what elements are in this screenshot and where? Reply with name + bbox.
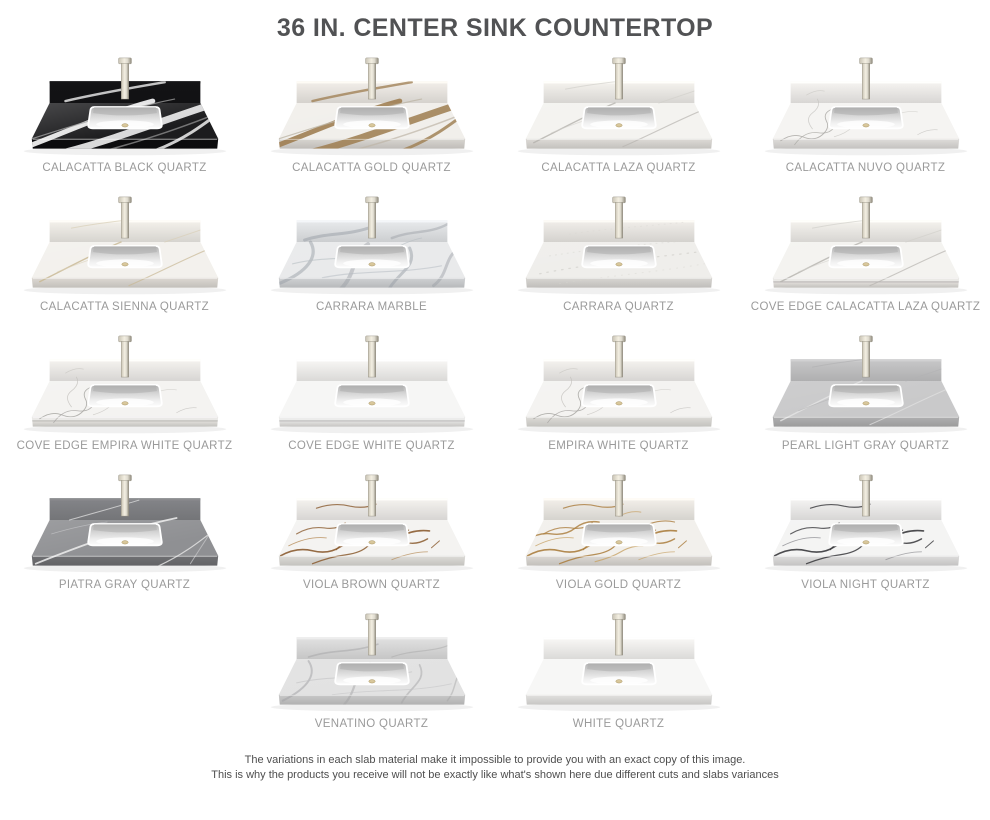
drain-icon (615, 680, 621, 683)
drain-icon (121, 263, 127, 266)
front-edge (772, 139, 958, 149)
countertop-option-venatino-quartz (248, 611, 495, 750)
countertop-label: VENATINO QUARTZ (314, 718, 429, 730)
sink-basin (582, 107, 656, 128)
sink-basin (829, 524, 903, 545)
countertop-graphic-viola-night-quartz (747, 472, 985, 576)
countertop-graphic-calacatta-laza-quartz (500, 55, 738, 159)
sink-back-wall (93, 524, 157, 532)
drain-icon (368, 541, 374, 544)
countertop-image (747, 333, 985, 437)
countertop-image (253, 194, 491, 298)
countertop-graphic-empira-white-quartz (500, 333, 738, 437)
countertop-option-viola-night-quartz (742, 472, 989, 611)
front-edge (525, 278, 711, 288)
countertop-graphic-calacatta-nuvo-quartz (747, 55, 985, 159)
countertop-image (500, 333, 738, 437)
sink-basin (335, 524, 409, 545)
drain-icon (615, 124, 621, 127)
countertop-label: CALACATTA NUVO QUARTZ (785, 162, 946, 174)
drain-icon (615, 541, 621, 544)
countertop-label: CARRARA MARBLE (316, 301, 427, 313)
countertop-label: VIOLA NIGHT QUARTZ (801, 579, 930, 591)
countertop-graphic-carrara-quartz (500, 194, 738, 298)
countertop-graphic-calacatta-black-quartz (6, 55, 244, 159)
countertop-image (253, 333, 491, 437)
cove-edge-groove (279, 420, 465, 421)
sink-basin (829, 385, 903, 406)
countertop-label: COVE EDGE WHITE QUARTZ (288, 440, 455, 452)
countertop-graphic-white-quartz (500, 611, 738, 715)
front-edge (772, 556, 958, 566)
countertop-label: COVE EDGE CALACATTA LAZA QUARTZ (750, 301, 981, 313)
countertop-option-calacatta-nuvo-quartz (742, 55, 989, 194)
countertop-option-calacatta-sienna-quartz (1, 194, 248, 333)
drain-icon (121, 541, 127, 544)
countertop-graphic-calacatta-sienna-quartz (6, 194, 244, 298)
countertop-label: VIOLA GOLD QUARTZ (555, 579, 682, 591)
countertop-option-viola-gold-quartz (495, 472, 742, 611)
front-edge (278, 695, 464, 705)
countertop-image (6, 333, 244, 437)
sink-back-wall (93, 107, 157, 115)
sink-back-wall (834, 385, 898, 393)
countertop-option-carrara-quartz (495, 194, 742, 333)
drain-icon (368, 124, 374, 127)
sink-back-wall (93, 246, 157, 254)
drain-icon (862, 263, 868, 266)
countertop-graphic-cove-edge-empira-white-quartz (6, 333, 244, 437)
disclaimer-line-2: This is why the products you receive will not be exactly like what's shown here due different cuts and slabs variances (211, 769, 779, 781)
countertop-label: CALACATTA GOLD QUARTZ (292, 162, 451, 174)
sink-basin (88, 524, 162, 545)
drain-icon (368, 402, 374, 405)
countertop-label: COVE EDGE EMPIRA WHITE QUARTZ (16, 440, 233, 452)
sink-back-wall (340, 524, 404, 532)
sink-basin (582, 246, 656, 267)
sink-basin (829, 107, 903, 128)
drain-icon (615, 263, 621, 266)
countertop-image (747, 194, 985, 298)
countertop-option-calacatta-laza-quartz (495, 55, 742, 194)
front-edge (278, 556, 464, 566)
sink-basin (88, 107, 162, 128)
countertop-grid (0, 55, 990, 750)
drain-icon (121, 124, 127, 127)
drain-icon (368, 263, 374, 266)
countertop-option-carrara-marble (248, 194, 495, 333)
countertop-image (253, 55, 491, 159)
front-edge (772, 417, 958, 427)
countertop-option-cove-edge-white-quartz (248, 333, 495, 472)
countertop-label: CARRARA QUARTZ (563, 301, 674, 313)
sink-basin (829, 246, 903, 267)
front-edge-lower (773, 283, 958, 288)
countertop-label: CALACATTA LAZA QUARTZ (541, 162, 696, 174)
front-edge (525, 139, 711, 149)
countertop-graphic-cove-edge-calacatta-laza-quartz (747, 194, 985, 298)
countertop-graphic-calacatta-gold-quartz (253, 55, 491, 159)
countertop-option-piatra-gray-quartz (1, 472, 248, 611)
drain-icon (615, 402, 621, 405)
sink-back-wall (834, 107, 898, 115)
countertop-graphic-venatino-quartz (253, 611, 491, 715)
front-edge (525, 556, 711, 566)
countertop-image (500, 55, 738, 159)
countertop-image (500, 472, 738, 576)
countertop-graphic-cove-edge-white-quartz (253, 333, 491, 437)
countertop-graphic-piatra-gray-quartz (6, 472, 244, 576)
drain-icon (862, 541, 868, 544)
countertop-option-cove-edge-calacatta-laza-quartz (742, 194, 989, 333)
sink-back-wall (587, 246, 651, 254)
front-edge-lower (32, 422, 217, 427)
countertop-graphic-viola-gold-quartz (500, 472, 738, 576)
cove-edge-groove (773, 281, 959, 282)
page-title: 36 IN. CENTER SINK COUNTERTOP (276, 14, 714, 42)
sink-basin (335, 107, 409, 128)
sink-back-wall (340, 385, 404, 393)
sink-basin (88, 246, 162, 267)
countertop-option-calacatta-black-quartz (1, 55, 248, 194)
countertop-image (6, 55, 244, 159)
front-edge (31, 139, 217, 149)
countertop-option-viola-brown-quartz (248, 472, 495, 611)
countertop-image (253, 611, 491, 715)
countertop-label: CALACATTA BLACK QUARTZ (42, 162, 207, 174)
drain-icon (862, 402, 868, 405)
countertop-option-empira-white-quartz (495, 333, 742, 472)
countertop-graphic-carrara-marble (253, 194, 491, 298)
countertop-image (253, 472, 491, 576)
countertop-label: EMPIRA WHITE QUARTZ (548, 440, 689, 452)
drain-icon (368, 680, 374, 683)
countertop-graphic-pearl-light-gray-quartz (747, 333, 985, 437)
sink-basin (335, 385, 409, 406)
countertop-option-white-quartz (495, 611, 742, 750)
sink-basin (582, 385, 656, 406)
sink-back-wall (834, 524, 898, 532)
countertop-label: CALACATTA SIENNA QUARTZ (39, 301, 210, 313)
front-edge (525, 417, 711, 427)
sink-basin (88, 385, 162, 406)
front-edge (525, 695, 711, 705)
countertop-label: WHITE QUARTZ (572, 718, 665, 730)
countertop-image (6, 194, 244, 298)
drain-icon (121, 402, 127, 405)
sink-back-wall (340, 246, 404, 254)
countertop-image (747, 55, 985, 159)
front-edge (278, 139, 464, 149)
sink-back-wall (587, 524, 651, 532)
sink-back-wall (587, 107, 651, 115)
drain-icon (862, 124, 868, 127)
countertop-label: PIATRA GRAY QUARTZ (58, 579, 191, 591)
sink-basin (582, 663, 656, 684)
countertop-option-calacatta-gold-quartz (248, 55, 495, 194)
disclaimer (0, 753, 990, 783)
sink-basin (335, 246, 409, 267)
countertop-image (500, 194, 738, 298)
sink-back-wall (834, 246, 898, 254)
sink-back-wall (340, 663, 404, 671)
countertop-label: VIOLA BROWN QUARTZ (302, 579, 441, 591)
sink-back-wall (587, 385, 651, 393)
sink-back-wall (587, 663, 651, 671)
disclaimer-line-1: The variations in each slab material make it impossible to provide you with an exact copy of this image. (244, 754, 746, 766)
countertop-image (6, 472, 244, 576)
sink-basin (582, 524, 656, 545)
sink-basin (335, 663, 409, 684)
front-edge-lower (279, 422, 464, 427)
countertop-graphic-viola-brown-quartz (253, 472, 491, 576)
sink-back-wall (93, 385, 157, 393)
countertop-label: PEARL LIGHT GRAY QUARTZ (781, 440, 950, 452)
countertop-option-cove-edge-empira-white-quartz (1, 333, 248, 472)
countertop-option-pearl-light-gray-quartz (742, 333, 989, 472)
countertop-image (500, 611, 738, 715)
countertop-image (747, 472, 985, 576)
front-edge (31, 278, 217, 288)
front-edge (31, 556, 217, 566)
cove-edge-groove (32, 420, 218, 421)
sink-back-wall (340, 107, 404, 115)
